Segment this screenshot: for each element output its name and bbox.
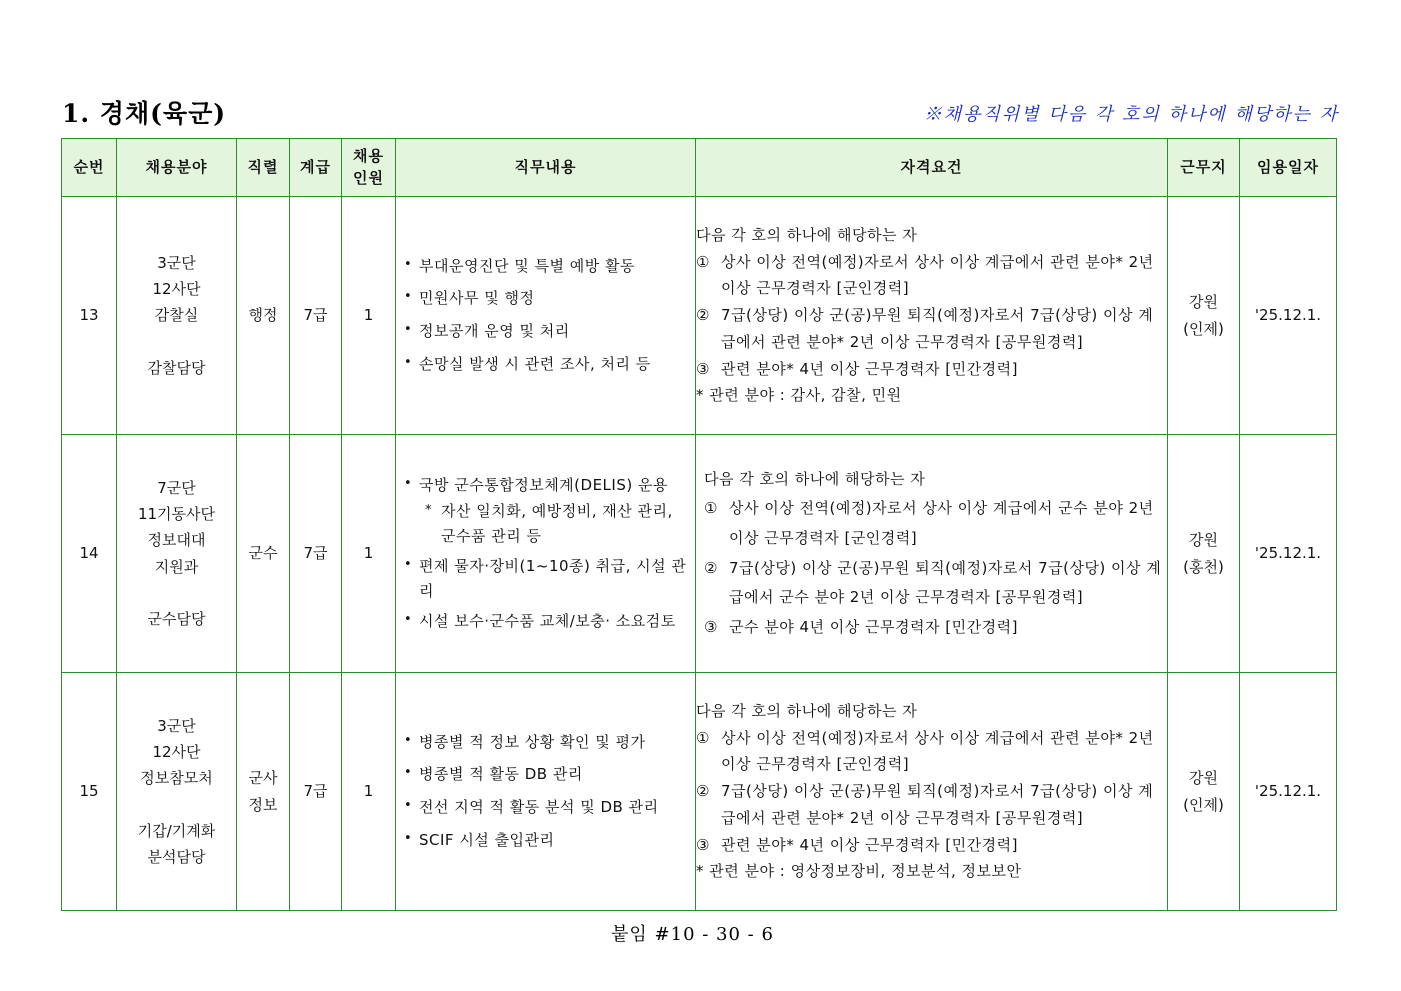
location-city: (홍천) (1183, 557, 1224, 576)
qualification-text: 7급(상당) 이상 군(공)무원 퇴직(예정)자로서 7급(상당) 이상 계급에서 관련 분야* 2년 이상 근무경력자 [공무원경력] (721, 306, 1154, 351)
row-series (237, 673, 290, 911)
qualification-mark: ① (696, 728, 710, 747)
qualification-item (704, 613, 1167, 643)
qualification-text: 7급(상당) 이상 군(공)무원 퇴직(예정)자로서 7급(상당) 이상 계급에서 관련 분야* 2년 이상 근무경력자 [공무원경력] (721, 782, 1154, 827)
col-header-count (342, 139, 396, 197)
qualification-item (696, 356, 1167, 383)
selection-criteria-note: ※채용직위별 다음 각 호의 하나에 해당하는 자 (923, 104, 1339, 125)
duty-item: • 편제 물자·장비(1~10종) 취급, 시설 관리 (402, 554, 687, 605)
field-unit: 7군단 (157, 478, 196, 497)
col-header-qualifications: 자격요건 (696, 139, 1168, 197)
row-qualifications (696, 197, 1168, 435)
col-header-location: 근무지 (1168, 139, 1240, 197)
col-header-duties: 직무내용 (396, 139, 696, 197)
qualification-text: 관련 분야* 4년 이상 근무경력자 [민간경력] (721, 835, 1018, 854)
recruitment-table (61, 138, 1337, 911)
duty-item-text: 국방 군수통합정보체계(DELIS) 운용 (419, 476, 668, 494)
duty-item: • 시설 보수·군수품 교체/보충· 소요검토 (402, 609, 687, 635)
row-grade: 7급 (290, 197, 342, 435)
row-count: 1 (342, 197, 396, 435)
field-spacer (117, 792, 236, 818)
col-header-count-line1: 채용 (353, 146, 384, 165)
qualification-mark: ② (696, 782, 710, 801)
row-duties (396, 197, 696, 435)
row-grade: 7급 (290, 673, 342, 911)
qualification-mark: ① (704, 499, 718, 518)
row-duties (396, 673, 696, 911)
qualification-note: * 관련 분야 : 감사, 감찰, 민원 (696, 386, 902, 405)
location-region: 강원 (1189, 769, 1218, 788)
field-spacer (117, 580, 236, 606)
col-header-no: 순번 (62, 139, 117, 197)
qualification-text: 상사 이상 전역(예정)자로서 상사 이상 계급에서 군수 분야 2년 이상 근무경력자 [군인경력] (729, 499, 1154, 547)
duty-subitem-text: 자산 일치화, 예방정비, 재산 관리, 군수품 관리 등 (441, 501, 673, 545)
row-appointment-date: '25.12.1. (1240, 435, 1337, 673)
qualification-mark: ② (696, 306, 710, 325)
col-header-appointment-date: 임용일자 (1240, 139, 1337, 197)
row-series: 군수 (237, 435, 290, 673)
row-count: 1 (342, 673, 396, 911)
field-unit: 12사단 (152, 280, 201, 299)
row-qualifications (696, 435, 1168, 673)
series-line: 정보 (248, 795, 278, 814)
duty-item: • 전선 지역 적 활동 분석 및 DB 관리 (402, 797, 687, 819)
row-location (1168, 673, 1240, 911)
qualification-item (696, 249, 1167, 302)
row-count: 1 (342, 435, 396, 673)
page-title: 1. 경채(육군) (62, 99, 227, 128)
duty-item: • 병종별 적 활동 DB 관리 (402, 764, 687, 786)
qualification-text: 상사 이상 전역(예정)자로서 상사 이상 계급에서 관련 분야* 2년 이상 근무경력자 [군인경력] (721, 252, 1154, 298)
row-no: 13 (62, 197, 117, 435)
qualification-text: 7급(상당) 이상 군(공)무원 퇴직(예정)자로서 7급(상당) 이상 계급에서 군수 분야 2년 이상 근무경력자 [공무원경력] (729, 558, 1162, 607)
row-qualifications (696, 673, 1168, 911)
duty-subitem (419, 499, 687, 550)
qualification-mark: ③ (696, 359, 710, 378)
duty-item: • 정보공개 운영 및 처리 (402, 321, 687, 343)
duty-item: • SCIF 시설 출입관리 (402, 830, 687, 852)
duty-item: • 손망실 발생 시 관련 조사, 처리 등 (402, 354, 687, 376)
col-header-series: 직렬 (237, 139, 290, 197)
field-unit: 정보대대 (147, 531, 206, 550)
qualification-text: 군수 분야 4년 이상 근무경력자 [민간경력] (729, 617, 1018, 636)
row-no: 14 (62, 435, 117, 673)
table-row (62, 673, 1337, 911)
qualification-intro: 다음 각 호의 하나에 해당하는 자 (704, 469, 926, 488)
row-appointment-date: '25.12.1. (1240, 673, 1337, 911)
row-appointment-date: '25.12.1. (1240, 197, 1337, 435)
qualification-intro: 다음 각 호의 하나에 해당하는 자 (696, 702, 918, 721)
qualification-item (696, 725, 1167, 778)
col-header-field: 채용분야 (117, 139, 237, 197)
duty-item (402, 473, 687, 550)
field-unit: 3군단 (157, 253, 196, 272)
qualification-text: 관련 분야* 4년 이상 근무경력자 [민간경력] (721, 359, 1018, 378)
qualification-mark: ① (696, 252, 710, 271)
table-row (62, 197, 1337, 435)
series-line: 군사 (248, 769, 278, 788)
row-location (1168, 435, 1240, 673)
qualification-item (696, 778, 1167, 831)
qualification-note: * 관련 분야 : 영상정보장비, 정보분석, 정보보안 (696, 862, 1022, 881)
qualification-mark: ② (704, 558, 718, 577)
field-role: 분석담당 (147, 848, 206, 866)
qualification-item (704, 494, 1167, 553)
field-unit: 지원과 (154, 557, 199, 576)
qualification-item (696, 832, 1167, 859)
field-unit: 11기동사단 (137, 505, 216, 523)
location-city: (인제) (1183, 795, 1224, 814)
row-series: 행정 (237, 197, 290, 435)
duty-subitem-mark: * (425, 502, 432, 518)
row-field (117, 673, 237, 911)
field-role: 군수담당 (147, 610, 206, 628)
location-region: 강원 (1189, 293, 1218, 312)
row-location (1168, 197, 1240, 435)
duty-item: • 병종별 적 정보 상황 확인 및 평가 (402, 732, 687, 754)
col-header-count-line2: 인원 (353, 168, 384, 187)
qualification-text: 상사 이상 전역(예정)자로서 상사 이상 계급에서 관련 분야* 2년 이상 근무경력자 [군인경력] (721, 728, 1154, 774)
field-unit: 정보참모처 (140, 769, 213, 788)
qualification-mark: ③ (704, 617, 718, 636)
location-city: (인제) (1183, 319, 1224, 338)
qualification-item (704, 554, 1167, 613)
row-no: 15 (62, 673, 117, 911)
field-role: 감찰담당 (147, 358, 206, 377)
field-unit: 12사단 (152, 743, 201, 761)
table-row (62, 435, 1337, 673)
row-duties (396, 435, 696, 673)
page-footer: 붙임 #10 - 30 - 6 (611, 924, 774, 945)
row-field (117, 197, 237, 435)
duty-item: • 민원사무 및 행정 (402, 288, 687, 310)
row-grade: 7급 (290, 435, 342, 673)
row-field (117, 435, 237, 673)
location-region: 강원 (1189, 531, 1218, 550)
qualification-item (696, 302, 1167, 355)
field-unit: 3군단 (157, 716, 196, 735)
col-header-grade: 계급 (290, 139, 342, 197)
qualification-intro: 다음 각 호의 하나에 해당하는 자 (696, 226, 918, 245)
duty-item: • 부대운영진단 및 특별 예방 활동 (402, 256, 687, 278)
table-header-row (62, 139, 1337, 197)
qualification-mark: ③ (696, 835, 710, 854)
field-unit: 감찰실 (154, 306, 199, 325)
field-role: 기갑/기계화 (137, 821, 216, 840)
field-spacer (117, 329, 236, 355)
